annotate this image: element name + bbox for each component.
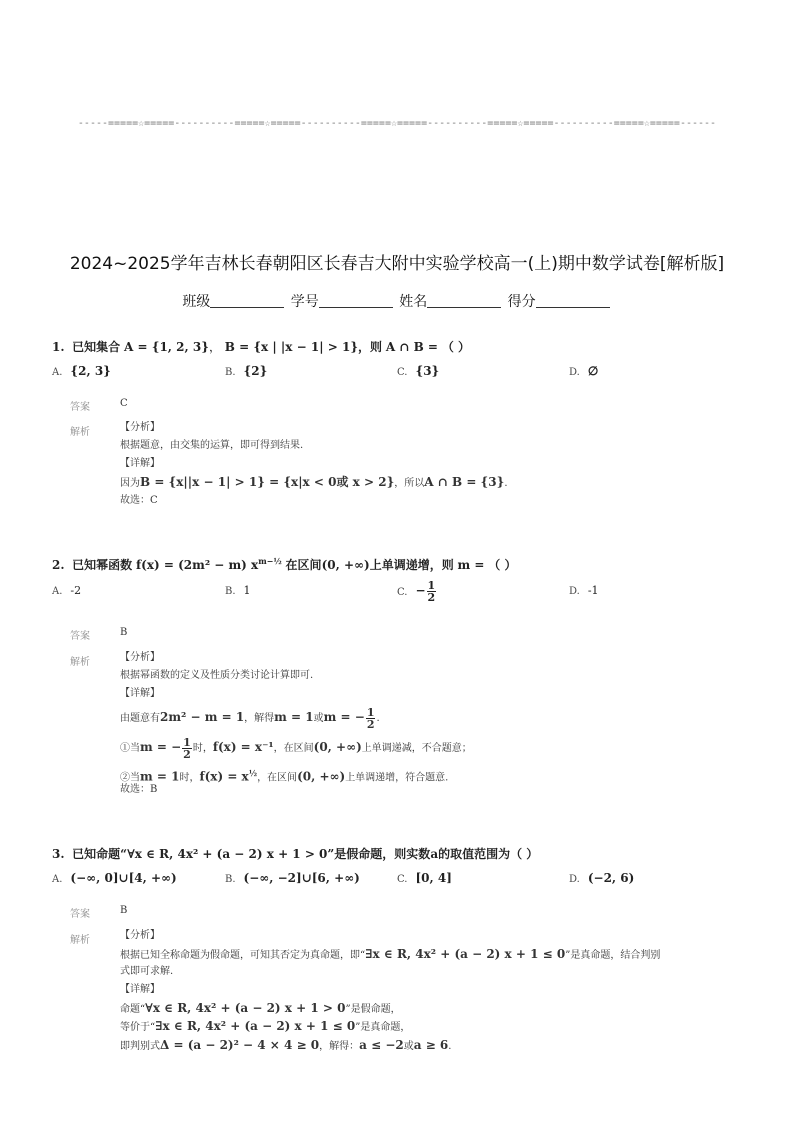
q2-answer-label: 答案 xyxy=(70,631,90,642)
math: a ≥ 6 xyxy=(413,1038,449,1052)
q1-option-c xyxy=(397,364,439,378)
score-blank xyxy=(536,293,610,308)
text: . xyxy=(376,713,380,724)
math: ∃x ∈ R, 4x² + (a − 2) x + 1 ≤ 0 xyxy=(365,947,566,961)
text: ①当 xyxy=(120,743,140,754)
q1-option-d xyxy=(569,364,598,378)
q2-analysis-line-3: 【详解】 xyxy=(120,688,160,699)
math: m = − xyxy=(323,710,365,724)
q2-analysis-line-1: 【分析】 xyxy=(120,652,160,663)
q2-analysis-line-6 xyxy=(120,764,448,787)
math: m = − xyxy=(140,740,182,754)
q2-analysis-line-4 xyxy=(120,707,380,730)
q3-analysis-line-1: 【分析】 xyxy=(120,930,160,941)
option-key: A. xyxy=(52,367,63,378)
q1-answer-blank: （ ） xyxy=(441,340,471,354)
q1-option-a xyxy=(52,364,111,378)
math: m = 1 xyxy=(140,769,180,784)
q3-analysis-label: 解析 xyxy=(70,935,90,946)
q1-set-b: B = {x | |x − 1| > 1} xyxy=(224,340,359,354)
q3-option-c xyxy=(397,871,452,885)
q3-stem-text-2: ”是假命题，则实数 xyxy=(327,847,431,861)
option-text: -1 xyxy=(587,584,599,597)
option-text: (−∞, 0]∪[4, +∞) xyxy=(70,871,177,885)
student-info-line xyxy=(0,291,794,311)
math: f(x) = x xyxy=(199,769,249,784)
text: . xyxy=(504,478,508,489)
q2-stem-text: 已知幂函数 xyxy=(72,558,133,572)
q2-interval: (0, +∞) xyxy=(321,558,370,572)
q1-analysis-line-2: 根据题意，由交集的运算，即可得到结果. xyxy=(120,440,304,451)
student-number-blank xyxy=(319,293,393,308)
math: B = {x||x − 1| > 1} = {x|x < 0或 x > 2} xyxy=(140,475,395,489)
math: Δ = (a − 2)² − 4 × 4 ≥ 0 xyxy=(160,1038,320,1052)
q3-analysis-line-2 xyxy=(120,945,660,965)
q3-analysis-line-3: 式即可求解. xyxy=(120,966,174,977)
option-text: {3} xyxy=(415,364,440,378)
option-text: {2, 3} xyxy=(70,364,111,378)
option-text: {2} xyxy=(243,364,268,378)
question-1-number: 1. xyxy=(52,340,65,354)
text: ，在区间 xyxy=(273,743,314,754)
q1-analysis-label: 解析 xyxy=(70,427,90,438)
math: ∀x ∈ R, 4x² + (a − 2) x + 1 > 0 xyxy=(145,1001,346,1015)
q2-function: f(x) = (2m² − m) x xyxy=(136,558,259,572)
q2-option-a xyxy=(52,584,81,597)
option-key: D. xyxy=(569,367,580,378)
text: 时， xyxy=(179,772,200,784)
q2-option-c xyxy=(397,580,437,603)
q3-answer-label: 答案 xyxy=(70,909,90,920)
fraction xyxy=(427,580,437,603)
q2-option-b xyxy=(225,584,251,597)
q3-proposition: ∀x ∈ R, 4x² + (a − 2) x + 1 > 0 xyxy=(127,847,328,861)
q2-exponent: m−½ xyxy=(258,556,282,566)
class-label: 班级 xyxy=(182,294,211,310)
q2-option-d xyxy=(569,584,599,597)
q2-stem-interval-label: 在区间 xyxy=(285,558,322,572)
option-text: (−∞, −2]∪[6, +∞) xyxy=(243,871,360,885)
q1-analysis-line-3: 【详解】 xyxy=(120,458,160,469)
q3-analysis-line-6 xyxy=(120,1017,410,1037)
option-key: C. xyxy=(397,367,408,378)
q1-analysis-line-1: 【分析】 xyxy=(120,422,160,433)
q2-analysis-line-2: 根据幂函数的定义及性质分类讨论计算即可. xyxy=(120,670,314,681)
text: 因为 xyxy=(120,478,140,489)
option-key: B. xyxy=(225,586,236,597)
q3-analysis-line-4: 【详解】 xyxy=(120,984,160,995)
q3-option-b xyxy=(225,871,360,885)
q1-stem-text: 已知集合 xyxy=(72,340,121,354)
q3-stem-text: 已知命题“ xyxy=(72,847,128,861)
text: ，在区间 xyxy=(257,772,298,784)
text: 或 xyxy=(313,713,324,724)
math-exponent: ½ xyxy=(248,768,258,778)
math: f(x) = x⁻¹ xyxy=(212,740,274,754)
text: 时， xyxy=(192,743,213,754)
math: 2m² − m = 1 xyxy=(160,710,245,724)
q1-analysis-line-5: 故选：C xyxy=(120,495,158,506)
q3-option-d xyxy=(569,871,634,885)
q1-answer-label: 答案 xyxy=(70,402,90,413)
q1-sep: ， xyxy=(208,340,221,354)
name-label: 姓名 xyxy=(399,294,428,310)
q2-analysis-label: 解析 xyxy=(70,657,90,668)
q1-option-b xyxy=(225,364,267,378)
option-key: A. xyxy=(52,874,63,885)
option-text: [0, 4] xyxy=(415,871,452,885)
decorative-divider: -----=====☆=====----------=====☆=====----------=====☆=====----------=====☆=====----------=====☆=====------ xyxy=(77,118,717,129)
q3-analysis-line-5 xyxy=(120,999,401,1019)
text: 等价于“ xyxy=(120,1022,156,1033)
question-3-number: 3. xyxy=(52,847,65,861)
option-key: A. xyxy=(52,586,63,597)
text: ”是真命题， xyxy=(355,1022,411,1033)
q2-m-eq: m = xyxy=(457,558,485,572)
text: 或 xyxy=(403,1041,414,1052)
text: 命题“ xyxy=(120,1004,146,1015)
option-key: C. xyxy=(397,874,408,885)
question-1-stem xyxy=(52,338,470,355)
q2-analysis-line-7: 故选：B xyxy=(120,784,158,795)
numerator: 1 xyxy=(366,706,375,719)
q3-analysis-line-7 xyxy=(120,1036,451,1056)
option-key: D. xyxy=(569,586,580,597)
question-2-number: 2. xyxy=(52,558,65,572)
text: 由题意有 xyxy=(120,713,160,724)
numerator: 1 xyxy=(427,579,436,592)
q2-answer-value: B xyxy=(120,627,128,638)
text: ”是真命题，结合判别 xyxy=(565,950,661,961)
q3-stem-text-3: 的取值范围为（ ） xyxy=(438,847,539,861)
text: 上单调递减，不合题意； xyxy=(361,743,472,754)
numerator: 1 xyxy=(183,736,191,749)
class-blank xyxy=(210,293,284,308)
option-text: (−2, 6) xyxy=(587,871,635,885)
q1-intersection: A ∩ B = xyxy=(385,340,438,354)
option-text: 1 xyxy=(243,584,251,597)
q3-answer-value: B xyxy=(120,905,128,916)
text: ”是假命题， xyxy=(345,1004,401,1015)
q3-option-a xyxy=(52,871,177,885)
text: 即判别式 xyxy=(120,1041,160,1052)
text: ，所以 xyxy=(394,478,425,489)
q2-stem-cond: 上单调递增，则 xyxy=(369,558,454,572)
question-2-stem xyxy=(52,556,516,573)
text: ，解得 xyxy=(244,713,275,724)
fraction xyxy=(366,707,376,730)
q1-set-a: A = {1, 2, 3} xyxy=(124,340,209,354)
score-label: 得分 xyxy=(507,294,536,310)
math: a ≤ −2 xyxy=(359,1038,404,1052)
math: (0, +∞) xyxy=(313,740,362,754)
q1-stem-then: ，则 xyxy=(358,340,383,354)
question-3-stem xyxy=(52,845,538,862)
q1-answer-value: C xyxy=(120,398,128,409)
text: . xyxy=(448,1041,452,1052)
denominator: 2 xyxy=(183,748,191,761)
student-number-label: 学号 xyxy=(290,294,319,310)
page-title: 2024~2025学年吉林长春朝阳区长春吉大附中实验学校高一(上)期中数学试卷[解析版] xyxy=(69,254,725,274)
option-key: D. xyxy=(569,874,580,885)
option-key: B. xyxy=(225,874,236,885)
q3-variable: a xyxy=(430,847,439,861)
text: ②当 xyxy=(120,772,140,784)
option-text: -2 xyxy=(70,584,82,597)
q2-answer-blank: （ ） xyxy=(488,558,517,572)
option-text: − xyxy=(415,583,426,598)
fraction xyxy=(182,737,192,760)
math: (0, +∞) xyxy=(297,769,346,784)
option-key: C. xyxy=(397,586,408,598)
option-key: B. xyxy=(225,367,236,378)
text: 上单调递增，符合题意. xyxy=(345,772,449,784)
text: ，解得： xyxy=(319,1041,360,1052)
text: 根据已知全称命题为假命题，可知其否定为真命题，即“ xyxy=(120,950,366,961)
math: ∃x ∈ R, 4x² + (a − 2) x + 1 ≤ 0 xyxy=(155,1019,356,1033)
name-blank xyxy=(427,293,501,308)
q2-analysis-line-5 xyxy=(120,737,472,760)
math: A ∩ B = {3} xyxy=(424,475,505,489)
math: m = 1 xyxy=(274,710,314,724)
denominator: 2 xyxy=(427,591,436,604)
option-text: ∅ xyxy=(587,364,599,378)
denominator: 2 xyxy=(366,718,375,731)
q1-analysis-line-4 xyxy=(120,473,508,493)
